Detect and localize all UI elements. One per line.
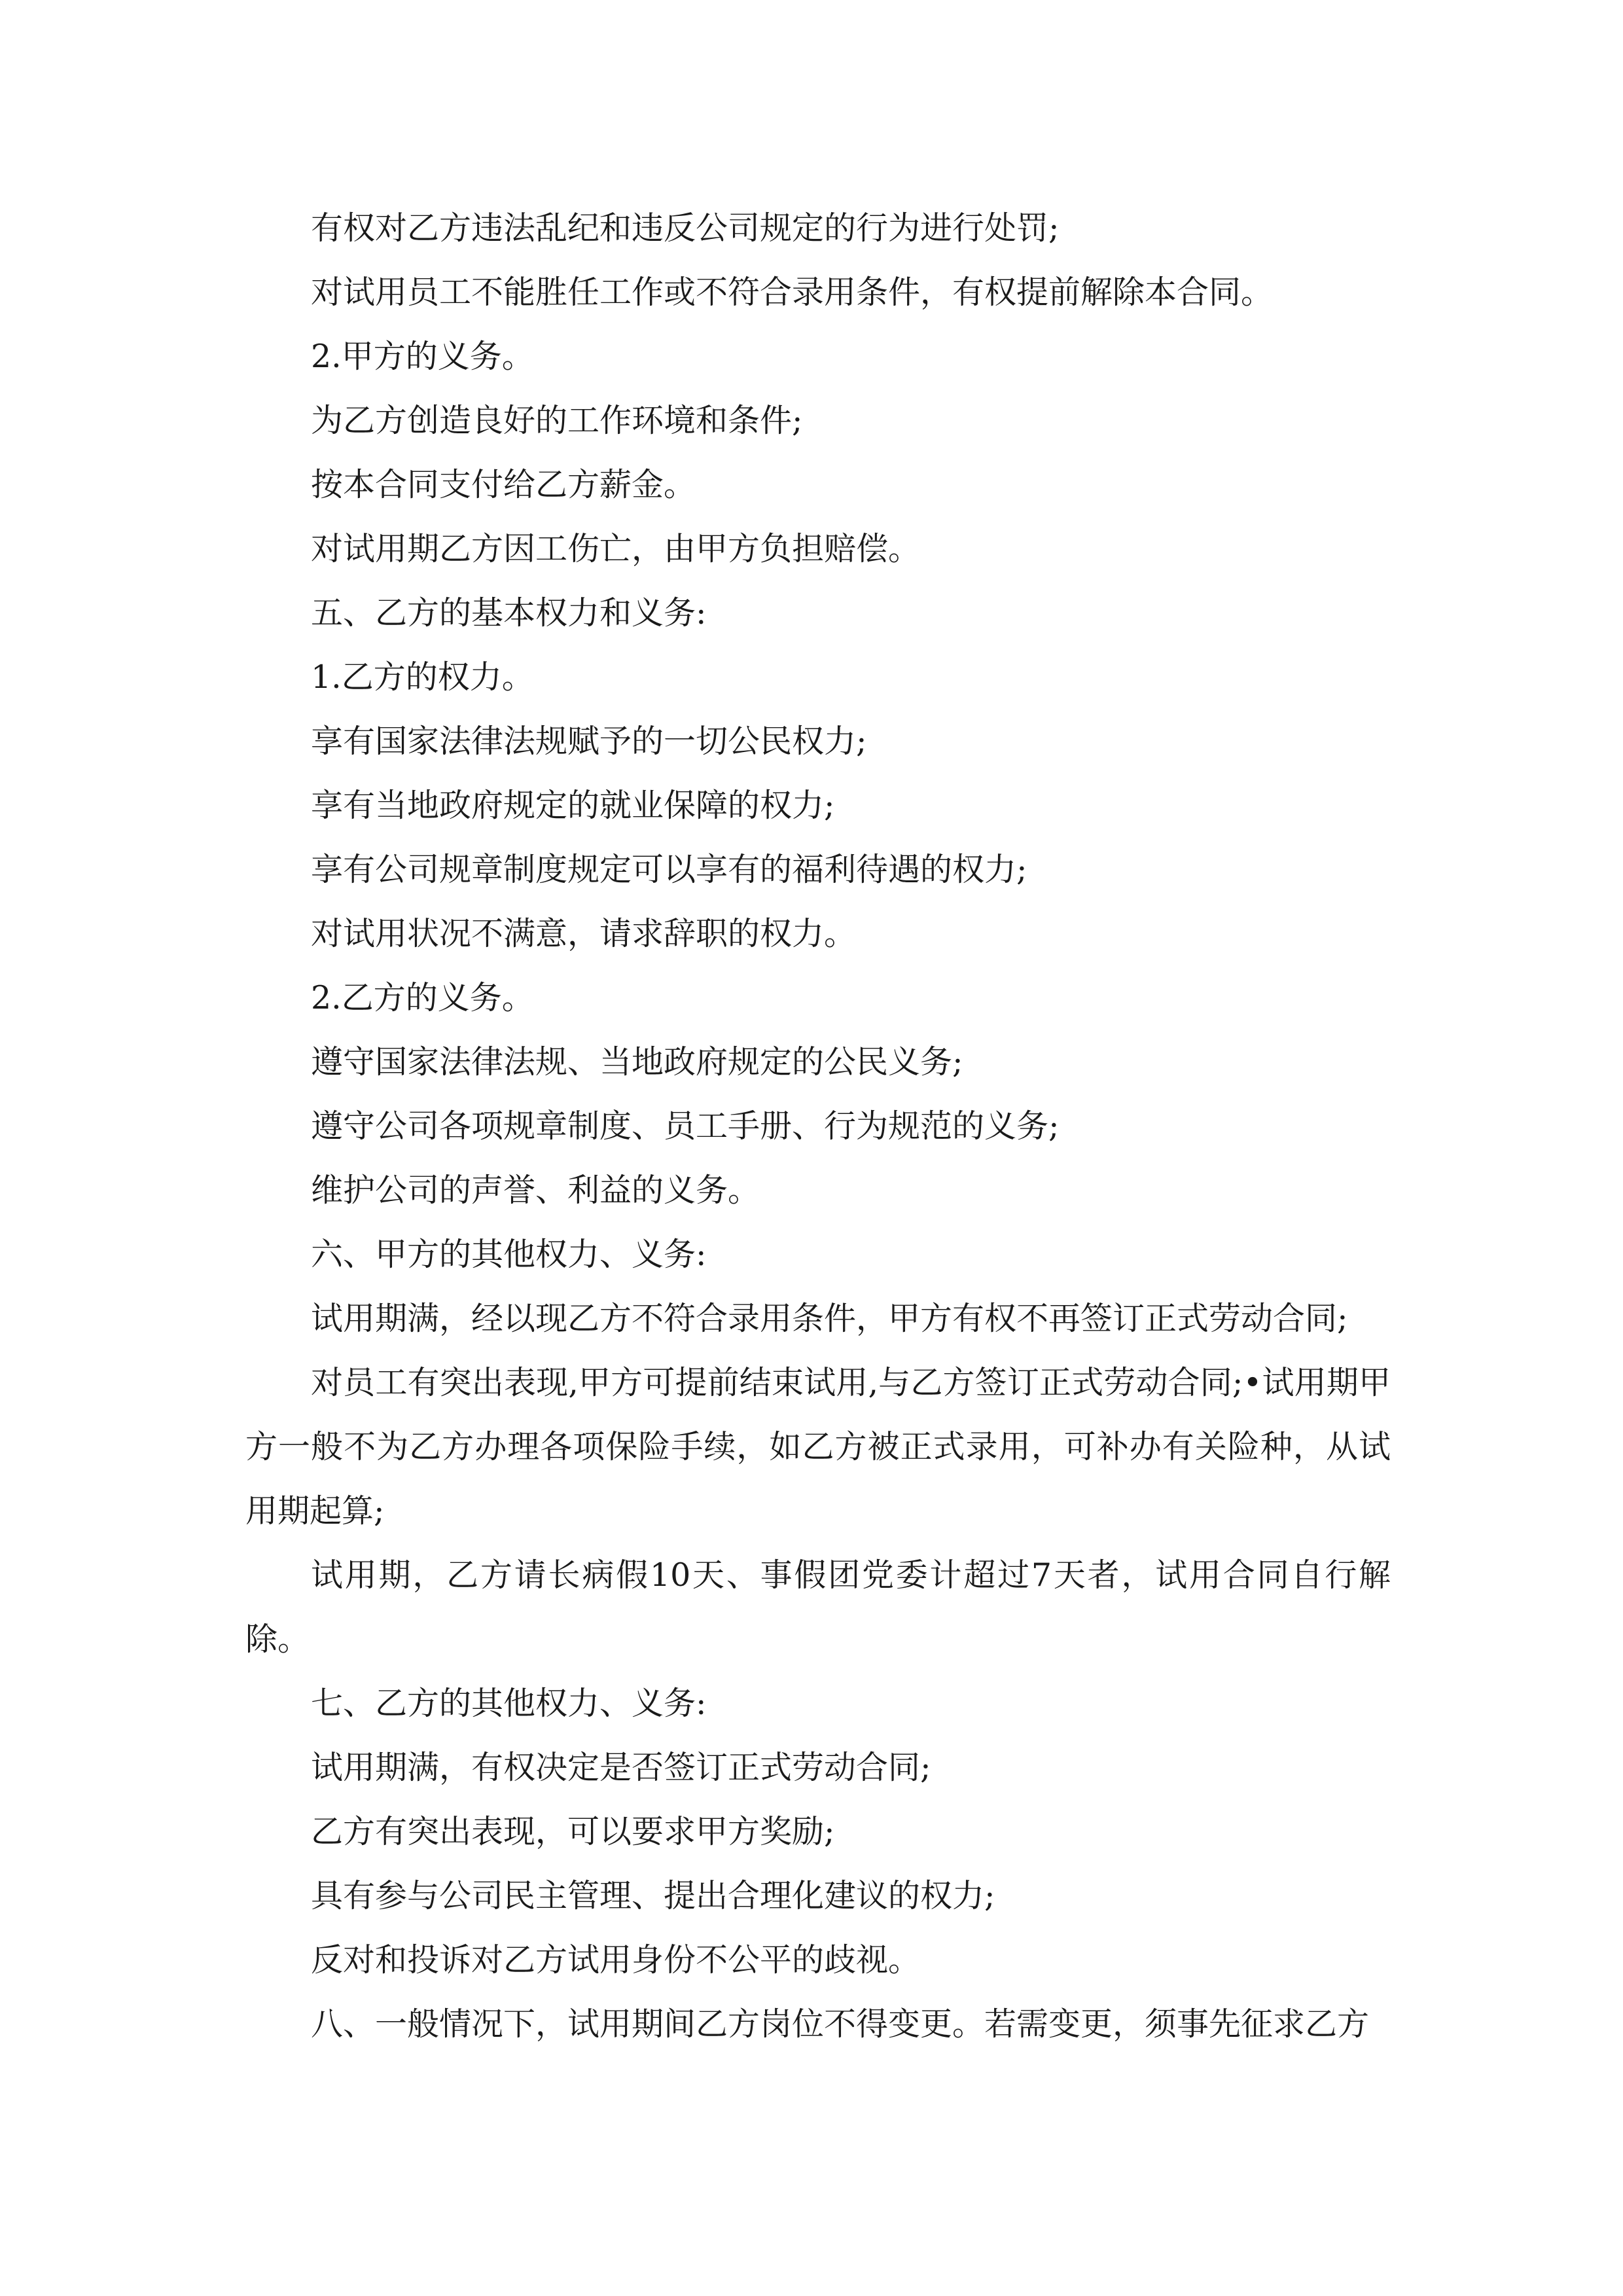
paragraph: 具有参与公司民主管理、提出合理化建议的权力;: [311, 1877, 995, 1914]
paragraph: 享有当地政府规定的就业保障的权力;: [311, 787, 835, 824]
paragraph: 1.乙方的权力。: [311, 658, 534, 696]
section-heading: 八、一般情况下，试用期间乙方岗位不得变更。若需变更，须事先征求乙方: [311, 2005, 1370, 2043]
section-heading: 六、甲方的其他权力、义务:: [311, 1236, 707, 1273]
paragraph: 对试用期乙方因工伤亡，由甲方负担赔偿。: [311, 530, 921, 567]
paragraph: 试用期满，经以现乙方不符合录用条件，甲方有权不再签订正式劳动合同;: [311, 1300, 1348, 1337]
paragraph: 试用期满，有权决定是否签订正式劳动合同;: [311, 1749, 931, 1786]
paragraph: 遵守国家法律法规、当地政府规定的公民义务;: [311, 1043, 963, 1081]
paragraph: 乙方有突出表现，可以要求甲方奖励;: [311, 1813, 835, 1850]
paragraph: 有权对乙方违法乱纪和违反公司规定的行为进行处罚;: [311, 209, 1060, 247]
paragraph: 为乙方创造良好的工作环境和条件;: [311, 402, 803, 439]
paragraph: 2.甲方的义务。: [311, 338, 534, 375]
paragraph: 试用期，乙方请长病假10天、事假团党委计超过7天者，试用合同自行解除。: [245, 1556, 1391, 1658]
paragraph: 2.乙方的义务。: [311, 979, 534, 1016]
paragraph: 对试用状况不满意，请求辞职的权力。: [311, 915, 857, 952]
section-heading: 五、乙方的基本权力和义务:: [311, 594, 707, 632]
section-heading: 七、乙方的其他权力、义务:: [311, 1685, 707, 1722]
paragraph: 反对和投诉对乙方试用身份不公平的歧视。: [311, 1941, 921, 1979]
paragraph: 享有公司规章制度规定可以享有的福利待遇的权力;: [311, 851, 1027, 888]
contract-body: [245, 196, 1391, 2056]
paragraph: 享有国家法律法规赋予的一切公民权力;: [311, 723, 867, 760]
paragraph: 对试用员工不能胜任工作或不符合录用条件，有权提前解除本合同。: [311, 274, 1274, 311]
paragraph: 按本合同支付给乙方薪金。: [311, 466, 696, 503]
paragraph: 对员工有突出表现,甲方可提前结束试用,与乙方签订正式劳动合同;•试用期甲方一般不为乙方办理各项保险手续，如乙方被正式录用，可补办有关险种，从试用期起算;: [245, 1364, 1391, 1530]
paragraph: 遵守公司各项规章制度、员工手册、行为规范的义务;: [311, 1107, 1060, 1145]
paragraph: 维护公司的声誉、利益的义务。: [311, 1172, 760, 1209]
